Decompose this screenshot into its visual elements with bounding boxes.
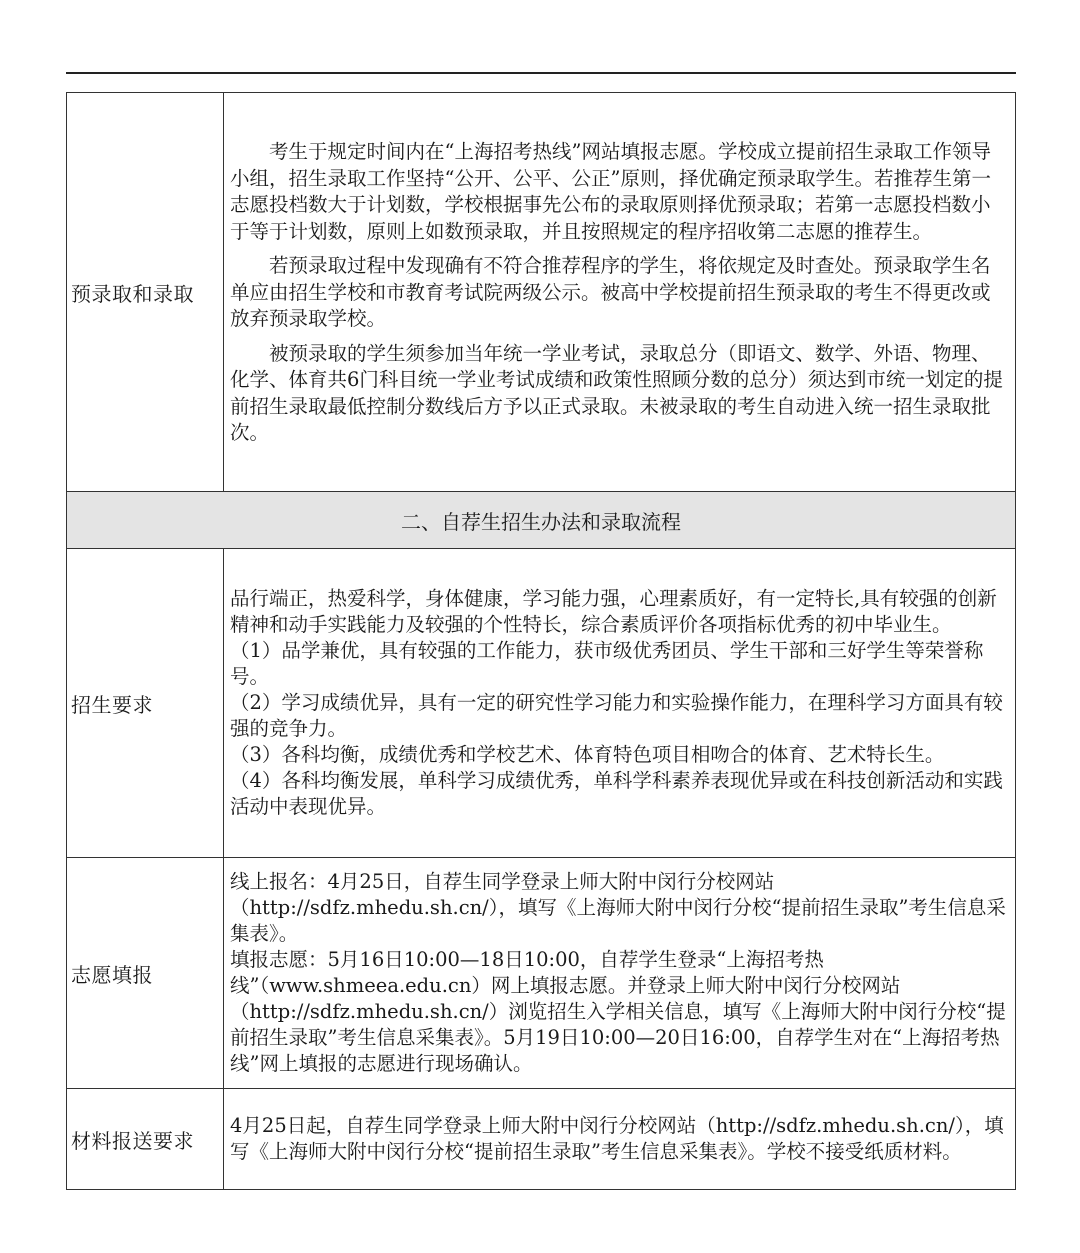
top-rule (66, 72, 1016, 74)
row-content-pre-admission (224, 93, 1016, 492)
text-line: 线上报名：4月25日，自荐生同学登录上师大附中闵行分校网站（http://sdfz.mhedu.sh.cn/），填写《上海师大附中闵行分校“提前招生录取”考生信息采集表》。 (230, 870, 1006, 945)
table-row (67, 93, 1016, 492)
paragraph: 若预录取过程中发现确有不符合推荐程序的学生，将依规定及时查处。预录取学生名单应由招生学校和市教育考试院两级公示。被高中学校提前招生预录取的考生不得更改或放弃预录取学校。 (230, 254, 991, 331)
text-line: （3）各科均衡，成绩优秀和学校艺术、体育特色项目相吻合的体育、艺术特长生。 (230, 743, 945, 766)
section-title: 二、自荐生招生办法和录取流程 (67, 492, 1016, 549)
admissions-table (66, 92, 1016, 1190)
table-row (67, 549, 1016, 858)
table-row (67, 858, 1016, 1089)
text-line: （4）各科均衡发展，单科学习成绩优秀，单科学科素养表现优异或在科技创新活动和实践活动中表现优异。 (230, 769, 1003, 818)
table-row (67, 1089, 1016, 1190)
text-line: 填报志愿：5月16日10:00—18日10:00，自荐学生登录“上海招考热线”（www.shmeea.edu.cn）网上填报志愿。并登录上师大附中闵行分校网站（http://sdfz.mhedu.sh.cn/）浏览招生入学相关信息，填写《上海师大附中闵行分校“提前招生录取”考生信息采集表》。5月19日10:00—20日16:00，自荐学生对在“上海招考热线”网上填报的志愿进行现场确认。 (230, 948, 1006, 1075)
row-label-application: 志愿填报 (67, 858, 224, 1089)
text-line: 品行端正，热爱科学，身体健康，学习能力强，心理素质好，有一定特长,具有较强的创新精神和动手实践能力及较强的个性特长，综合素质评价各项指标优秀的初中毕业生。 (230, 587, 997, 636)
text-line: （1）品学兼优，具有较强的工作能力，获市级优秀团员、学生干部和三好学生等荣誉称号。 (230, 639, 984, 688)
row-content-requirements (224, 549, 1016, 858)
text-line: 4月25日起，自荐生同学登录上师大附中闵行分校网站（http://sdfz.mhedu.sh.cn/），填写《上海师大附中闵行分校“提前招生录取”考生信息采集表》。学校不接受纸质材料。 (230, 1114, 1004, 1163)
row-content-application (224, 858, 1016, 1089)
row-label-materials: 材料报送要求 (67, 1089, 224, 1190)
row-content-materials (224, 1089, 1016, 1190)
row-label-requirements: 招生要求 (67, 549, 224, 858)
paragraph: 被预录取的学生须参加当年统一学业考试，录取总分（即语文、数学、外语、物理、化学、体育共6门科目统一学业考试成绩和政策性照顾分数的总分）须达到市统一划定的提前招生录取最低控制分数线后方予以正式录取。未被录取的考生自动进入统一招生录取批次。 (230, 341, 1003, 445)
paragraph: 考生于规定时间内在“上海招考热线”网站填报志愿。学校成立提前招生录取工作领导小组，招生录取工作坚持“公开、公平、公正”原则，择优确定预录取学生。若推荐生第一志愿投档数大于计划数，学校根据事先公布的录取原则择优预录取；若第一志愿投档数小于等于计划数，原则上如数预录取，并且按照规定的程序招收第二志愿的推荐生。 (230, 140, 991, 243)
text-line: （2）学习成绩优异，具有一定的研究性学习能力和实验操作能力，在理科学习方面具有较强的竞争力。 (230, 691, 1003, 740)
table-row (67, 492, 1016, 549)
row-label-pre-admission: 预录取和录取 (67, 93, 224, 492)
